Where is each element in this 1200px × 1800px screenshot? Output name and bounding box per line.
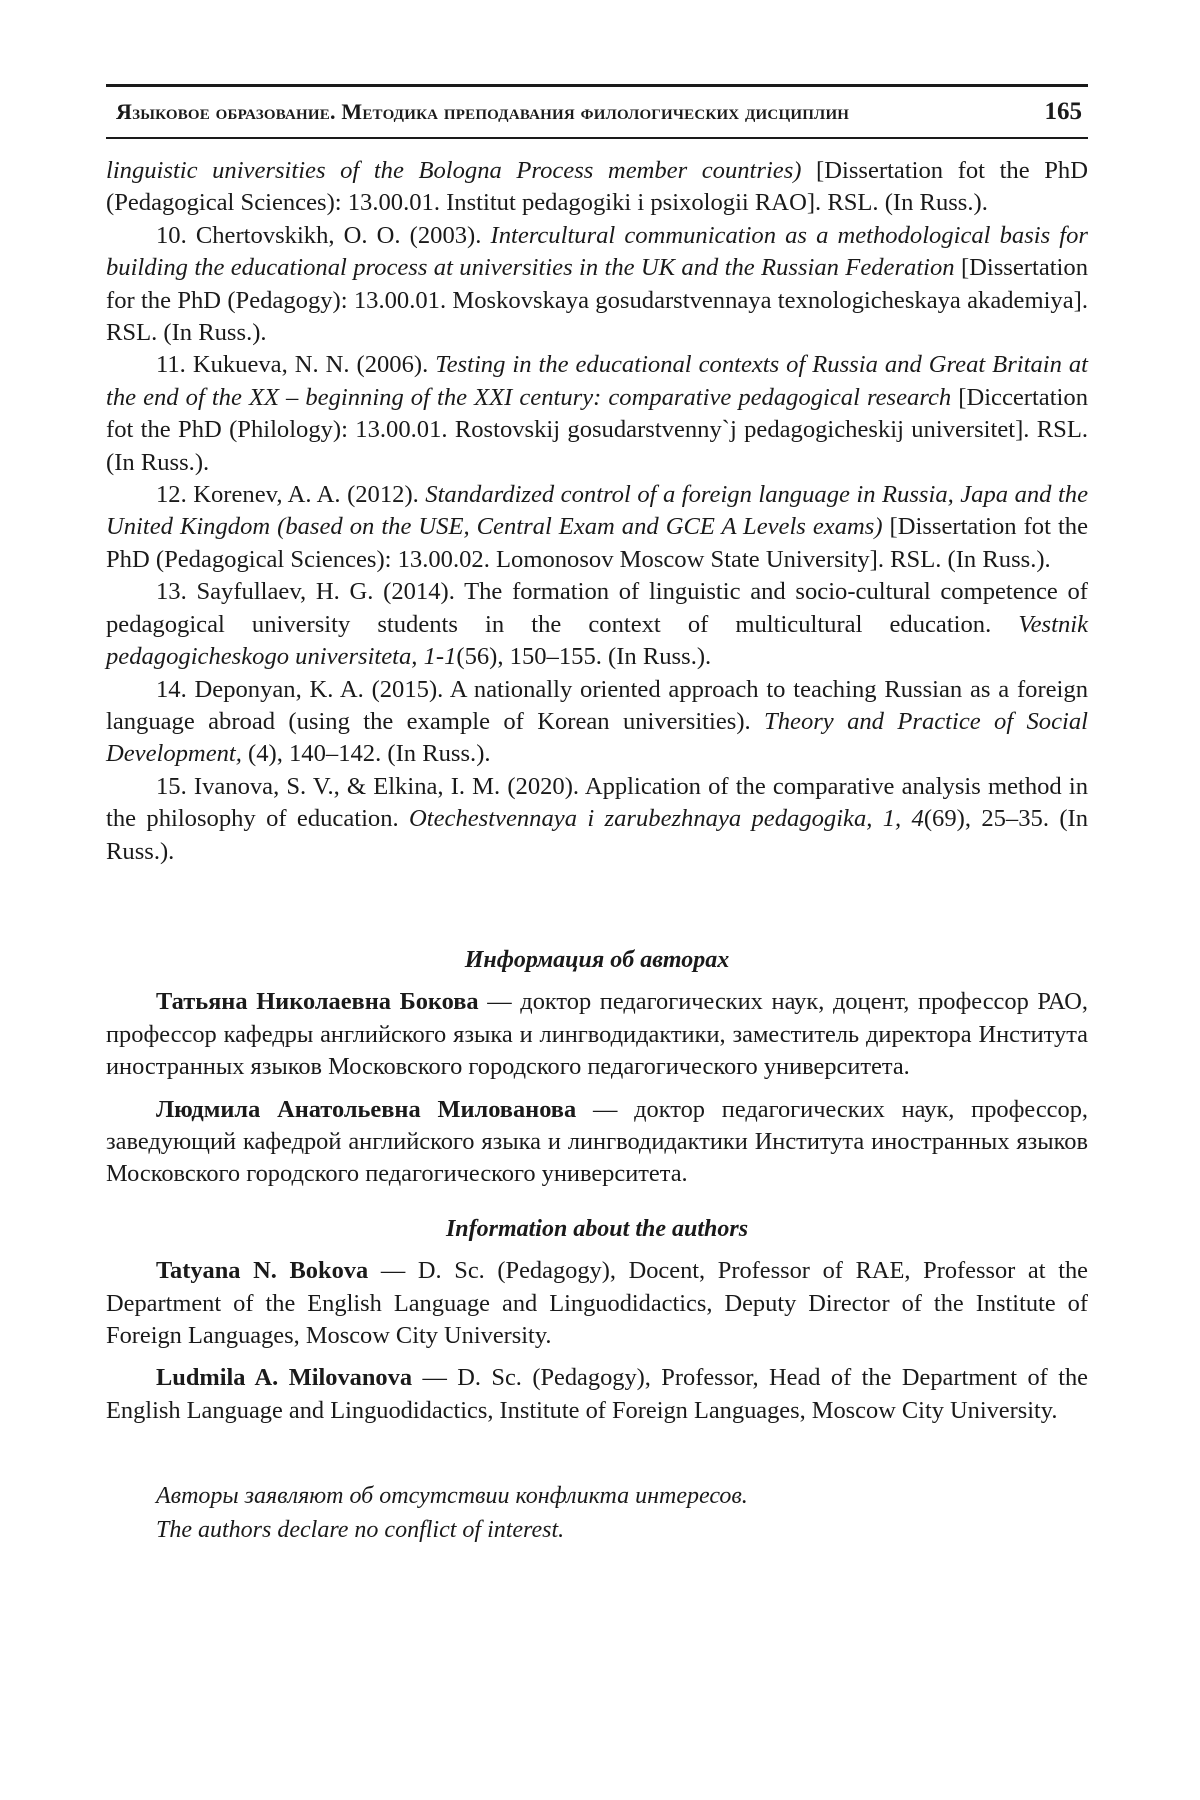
author-entry	[106, 1094, 1088, 1191]
reference-italic: Intercultural communication as a methodological basis for building the educational process at universities in the UK and the Russian Federation	[106, 221, 1088, 282]
reference-text: [Dissertation for the PhD (Pedagogy): 13.00.01. Moskovskaya gosudarstvennaya texnologicheskaya akademiya]. RSL. (In Russ.).	[106, 254, 1088, 347]
declaration-ru: Авторы заявляют об отсутствии конфликта интересов.	[156, 1483, 748, 1510]
reference-list	[106, 155, 1088, 868]
authors-ru-section	[106, 944, 1088, 1191]
authors-en-section	[106, 1213, 1088, 1427]
running-head	[106, 84, 1088, 139]
reference-item	[106, 674, 1088, 771]
reference-item	[106, 576, 1088, 673]
reference-text: 13. Sayfullaev, H. G. (2014). The formation of linguistic and socio-cultural competence of pedagogical university students in the context of multicultural education.	[106, 578, 1088, 638]
authors-ru-title: Информация об авторах	[464, 946, 730, 973]
reference-text: (56), 150–155. (In Russ.).	[456, 643, 712, 671]
reference-text: 15. Ivanova, S. V., & Elkina, I. M. (2020). Application of the comparative analysis method in the philosophy of education.	[106, 772, 1088, 833]
author-name: Татьяна Николаевна Бокова	[156, 988, 479, 1016]
reference-text: [Dissertation fot the PhD (Pedagogical Sciences): 13.00.02. Lomonosov Moscow State University]. RSL. (In Russ.).	[106, 513, 1088, 573]
journal-section-title: Языковое образование. Методика преподавания филологических дисциплин	[116, 99, 850, 124]
author-desc: — доктор педагогических наук, доцент, профессор РАО, профессор кафедры английского языка и лингводидактики, заместитель директора Института иностранных языков Московского городского педагогического университета.	[106, 988, 1088, 1081]
author-name: Tatyana N. Bokova	[156, 1257, 369, 1285]
reference-text: 12. Korenev, A. A. (2012).	[156, 481, 426, 509]
reference-italic: Standardized control of a foreign language in Russia, Japa and the United Kingdom (based on the USE, Central Exam and GCE A Levels exams)	[106, 481, 1089, 541]
author-name: Ludmila A. Milovanova	[156, 1364, 413, 1392]
reference-text: (4), 140–142. (In Russ.).	[241, 740, 491, 768]
reference-italic: Otechestvennaya i zarubezhnaya pedagogika, 1, 4	[409, 805, 924, 833]
author-desc: — доктор педагогических наук, профессор, заведующий кафедрой английского языка и лингводидактики Института иностранных языков Московского городского педагогического университета.	[106, 1095, 1088, 1188]
reference-text: 11. Kukueva, N. N. (2006).	[156, 351, 436, 379]
reference-item	[106, 479, 1088, 576]
reference-item	[106, 349, 1088, 479]
reference-italic: Vestnik pedagogicheskogo universiteta, 1-1	[106, 610, 1088, 671]
author-entry	[106, 1362, 1088, 1427]
reference-text: [Diccertation fot the PhD (Philology): 13.00.01. Rostovskij gosudarstvenny`j pedagogicheskij universitet]. RSL. (In Russ.).	[106, 383, 1088, 476]
reference-text: [Dissertation fot the PhD (Pedagogical Sciences): 13.00.01. Institut pedagogiki i psixologii RAO]. RSL. (In Russ.).	[106, 157, 1088, 217]
reference-item	[106, 220, 1088, 350]
reference-text: (69), 25–35. (In Russ.).	[106, 805, 1088, 865]
reference-item	[106, 155, 1088, 220]
reference-italic: Testing in the educational contexts of Russia and Great Britain at the end of the XX – beginning of the XXI century: comparative pedagogical research	[106, 351, 1088, 411]
author-entry	[106, 986, 1088, 1083]
reference-text: 10. Chertovskikh, O. O. (2003).	[156, 221, 491, 249]
author-desc: — D. Sc. (Pedagogy), Professor, Head of the Department of the English Language and Linguodidactics, Institute of Foreign Languages, Moscow City University.	[106, 1364, 1088, 1424]
reference-item	[106, 771, 1088, 868]
page-number: 165	[1044, 98, 1082, 125]
author-name: Людмила Анатольевна Милованова	[156, 1095, 577, 1123]
authors-en-title: Information about the authors	[445, 1215, 749, 1242]
author-entry	[106, 1255, 1088, 1352]
declarations	[106, 1479, 1088, 1547]
reference-text: 14. Deponyan, K. A. (2015). A nationally oriented approach to teaching Russian as a foreign language abroad (using the example of Korean universities).	[106, 675, 1088, 735]
page	[106, 84, 1088, 1547]
reference-italic: linguistic universities of the Bologna Process member countries)	[106, 157, 802, 184]
reference-italic: Theory and Practice of Social Development,	[106, 707, 1088, 768]
declaration-en: The authors declare no conflict of interest.	[156, 1517, 565, 1544]
author-desc: — D. Sc. (Pedagogy), Docent, Professor of RAE, Professor at the Department of the English Language and Linguodidactics, Deputy Director of the Institute of Foreign Languages, Moscow City University.	[106, 1257, 1088, 1349]
